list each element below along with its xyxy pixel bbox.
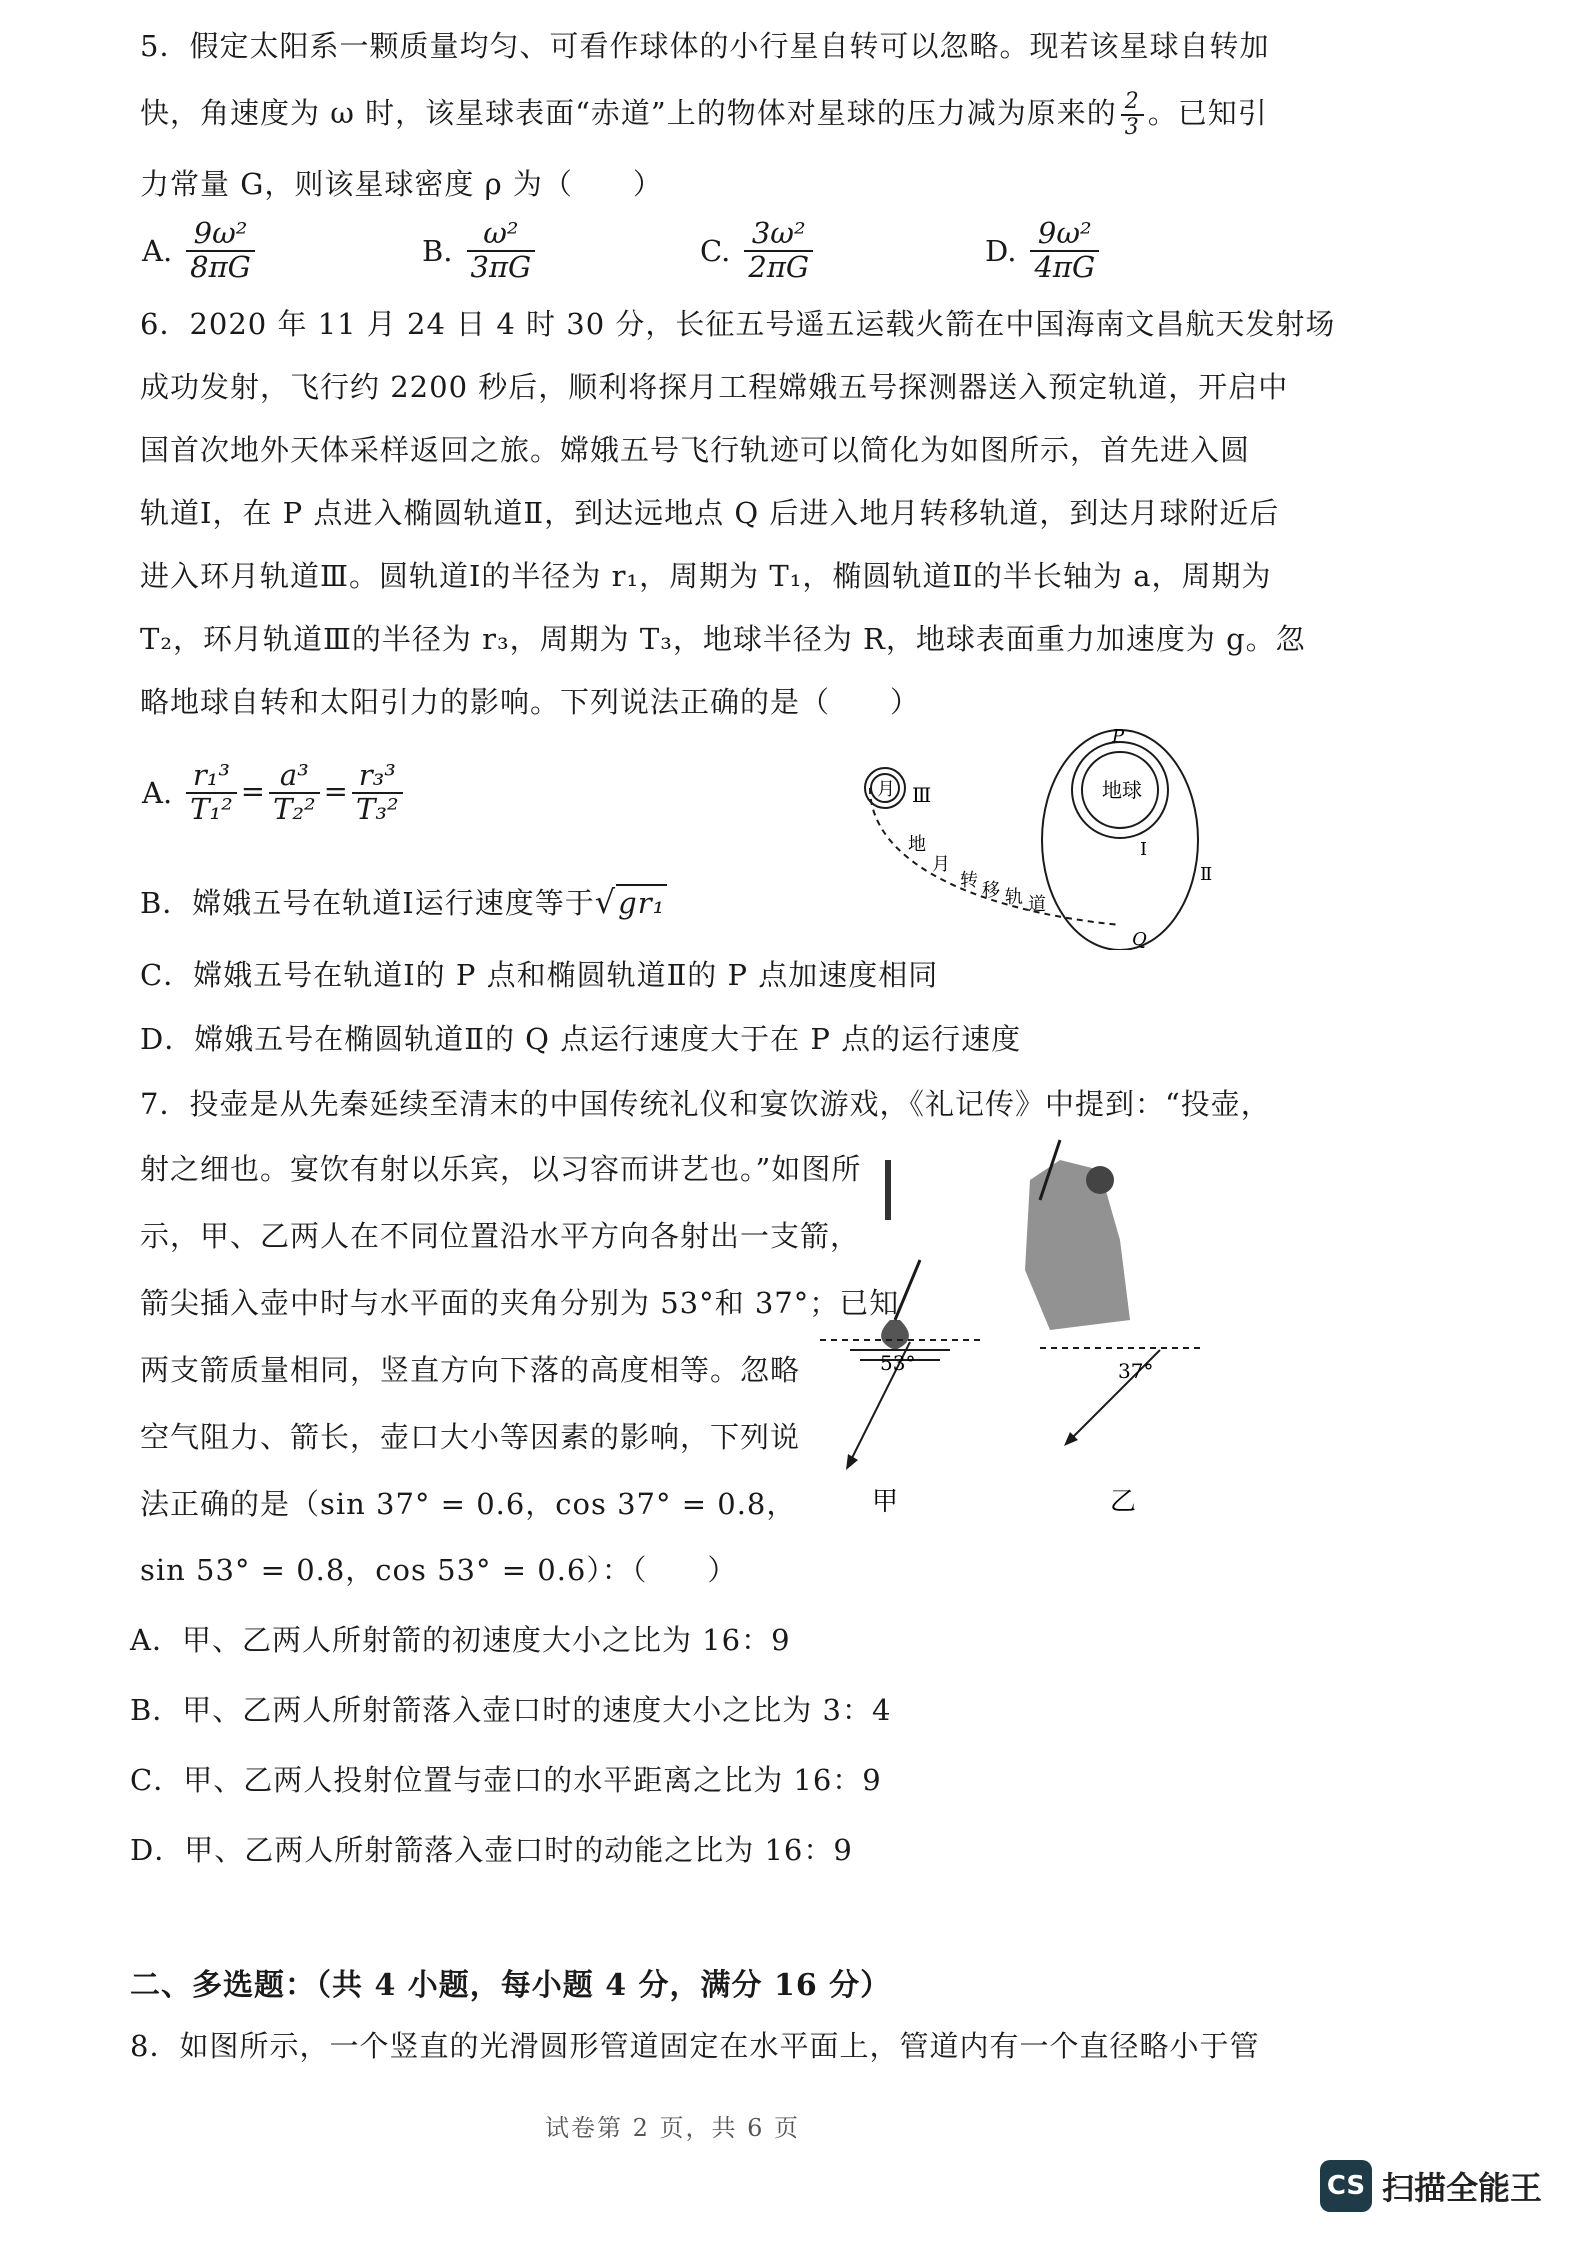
option-fraction <box>1030 218 1099 284</box>
q8-line-1: 8．如图所示，一个竖直的光滑圆形管道固定在水平面上，管道内有一个直径略小于管 <box>130 2029 1260 2063</box>
ellipse-orbit-ii <box>1042 730 1198 950</box>
transfer-char: 轨 <box>1005 887 1023 908</box>
q5-option-c[interactable] <box>700 218 817 284</box>
right-illustration <box>1025 1140 1130 1330</box>
q7-line: 射之细也。宴饮有射以乐宾，以习容而讲艺也。”如图所 <box>140 1152 862 1186</box>
frac-den: T₁² <box>190 791 233 826</box>
orbit-i-label: Ⅰ <box>1140 839 1148 860</box>
option-label: A. <box>142 233 173 268</box>
q7-option-d[interactable]: D．甲、乙两人所射箭落入壶口时的动能之比为 16：9 <box>130 1833 853 1867</box>
q7-line: 两支箭质量相同，竖直方向下落的高度相等。忽略 <box>140 1353 801 1387</box>
q5-option-a[interactable] <box>142 218 259 284</box>
left-arrowhead <box>846 1454 858 1470</box>
q5-frac-den: 3 <box>1124 115 1140 141</box>
q6-option-b-text: B．嫦娥五号在轨道Ⅰ运行速度等于 <box>140 886 595 920</box>
q5-frac-num: 2 <box>1121 90 1144 116</box>
frac-num: 3ω² <box>744 218 813 252</box>
orbit-iii-label: Ⅲ <box>912 783 932 807</box>
transfer-char: 移 <box>982 880 1000 901</box>
sqrt-sign: √ <box>594 883 617 921</box>
pot-icon <box>881 1320 909 1350</box>
fraction-a <box>269 760 320 826</box>
q6-line: 进入环月轨道Ⅲ。圆轨道Ⅰ的半径为 r₁，周期为 T₁，椭圆轨道Ⅱ的半长轴为 a，周期为 <box>140 559 1272 593</box>
fraction-r1 <box>186 760 237 826</box>
moon-label: 月 <box>877 779 895 800</box>
transfer-orbit <box>870 788 1120 925</box>
option-fraction <box>467 218 536 284</box>
frac-den: 2πG <box>748 249 810 284</box>
figure-people-icon <box>1025 1160 1130 1330</box>
frac-num: ω² <box>467 218 536 252</box>
q7-option-a[interactable]: A．甲、乙两人所射箭的初速度大小之比为 16：9 <box>130 1623 791 1657</box>
q5-line-2-end: 。已知引 <box>1147 96 1268 131</box>
q7-option-b[interactable]: B．甲、乙两人所射箭落入壶口时的速度大小之比为 3：4 <box>130 1693 892 1727</box>
q-label: Q <box>1132 929 1147 950</box>
frac-den: 4πG <box>1034 249 1096 284</box>
person-yi-label: 乙 <box>1110 1487 1137 1517</box>
q6-option-a[interactable]: A. $\frac{\text{r₁³}}{\text{T₁²}}$ = $\frac{\text{a³}}{\text{T₂²}}$ = $\frac{\text{r₃³}}{\text{T₃²}}$ <box>142 760 407 826</box>
sqrt-radicand: gr₁ <box>618 886 666 920</box>
option-label: A. <box>142 775 173 810</box>
page-footer: 试卷第 2 页，共 6 页 <box>545 2114 801 2142</box>
person-jia-label: 甲 <box>872 1487 899 1517</box>
q5-line-1: 5．假定太阳系一颗质量均匀、可看作球体的小行星自转可以忽略。现若该星球自转加 <box>140 29 1270 63</box>
q7-line: 示，甲、乙两人在不同位置沿水平方向各射出一支箭， <box>140 1219 861 1253</box>
option-label: C. <box>700 233 731 268</box>
option-fraction <box>186 218 255 284</box>
q5-line-3: 力常量 G，则该星球密度 ρ 为（ ） <box>140 167 663 201</box>
q6-option-c[interactable]: C．嫦娥五号在轨道Ⅰ的 P 点和椭圆轨道Ⅱ的 P 点加速度相同 <box>140 958 939 992</box>
watermark-text: 扫描全能王 <box>1382 2169 1543 2207</box>
frac-den: T₂² <box>273 791 316 826</box>
p-label: P <box>1112 726 1125 747</box>
q6-line: T₂，环月轨道Ⅲ的半径为 r₃，周期为 T₃，地球半径为 R，地球表面重力加速度为 g。忽 <box>140 622 1306 656</box>
angle-53-label: 53° <box>880 1351 916 1375</box>
frac-num: r₃³ <box>352 760 403 794</box>
scanner-watermark <box>1320 2160 1542 2212</box>
q6-option-d[interactable]: D．嫦娥五号在椭圆轨道Ⅱ的 Q 点运行速度大于在 P 点的运行速度 <box>140 1022 1022 1056</box>
q6-option-b[interactable] <box>140 882 667 923</box>
q5-option-d[interactable] <box>985 218 1103 284</box>
option-fraction <box>744 218 813 284</box>
q6-line: 6．2020 年 11 月 24 日 4 时 30 分，长征五号遥五运载火箭在中国海南文昌航天发射场 <box>140 307 1336 341</box>
q7-line: 法正确的是（sin 37° = 0.6，cos 37° = 0.8， <box>140 1487 797 1521</box>
q7-line-8: sin 53° = 0.8，cos 53° = 0.6）：（ ） <box>140 1553 738 1587</box>
q5-option-b[interactable] <box>422 218 539 284</box>
pitch-pot-figure <box>800 1120 1220 1520</box>
q6-line: 略地球自转和太阳引力的影响。下列说法正确的是（ ） <box>140 685 921 719</box>
q5-line-2-text: 快，角速度为 ω 时，该星球表面“赤道”上的物体对星球的压力减为原来的 <box>140 96 1117 131</box>
frac-num: r₁³ <box>186 760 237 794</box>
q7-option-c[interactable]: C．甲、乙两人投射位置与壶口的水平距离之比为 16：9 <box>130 1763 882 1797</box>
option-label: D. <box>985 233 1017 268</box>
transfer-char: 地 <box>908 834 926 855</box>
option-label: B. <box>422 233 453 268</box>
earth-label: 地球 <box>1102 778 1142 802</box>
q7-line-1: 7．投壶是从先秦延续至清末的中国传统礼仪和宴饮游戏，《礼记传》中提到：“投壶， <box>140 1087 1271 1121</box>
section-title: 二、多选题：（共 4 小题，每小题 4 分，满分 16 分） <box>130 1968 892 2003</box>
q6-line: 轨道Ⅰ，在 P 点进入椭圆轨道Ⅱ，到达远地点 Q 后进入地月转移轨道，到达月球附近后 <box>140 496 1280 530</box>
q7-line: 箭尖插入壶中时与水平面的夹角分别为 53°和 37°；已知 <box>140 1286 900 1320</box>
frac-den: 8πG <box>190 249 251 284</box>
left-illustration <box>850 1160 950 1360</box>
frac-den: 3πG <box>470 249 532 284</box>
cs-logo-icon: CS <box>1320 2160 1372 2212</box>
frac-num: 9ω² <box>1030 218 1099 252</box>
frac-num: 9ω² <box>186 218 255 252</box>
frac-num: a³ <box>269 760 320 794</box>
fraction-r3 <box>352 760 403 826</box>
transfer-char: 月 <box>932 854 950 875</box>
transfer-char: 转 <box>960 870 978 891</box>
frac-den: T₃² <box>355 791 399 826</box>
q5-line-2 <box>140 90 1268 140</box>
orbit-diagram <box>850 720 1230 950</box>
transfer-char: 道 <box>1028 894 1046 915</box>
angle-37-label: 37° <box>1118 1359 1154 1383</box>
q6-line: 国首次地外天体采样返回之旅。嫦娥五号飞行轨迹可以简化为如图所示，首先进入圆 <box>140 433 1251 467</box>
q6-line: 成功发射，飞行约 2200 秒后，顺利将探月工程嫦娥五号探测器送入预定轨道，开启中 <box>140 370 1289 404</box>
orbit-ii-label: Ⅱ <box>1200 864 1213 885</box>
q7-line: 空气阻力、箭长，壶口大小等因素的影响，下列说 <box>140 1420 801 1454</box>
q5-fraction <box>1121 90 1144 140</box>
